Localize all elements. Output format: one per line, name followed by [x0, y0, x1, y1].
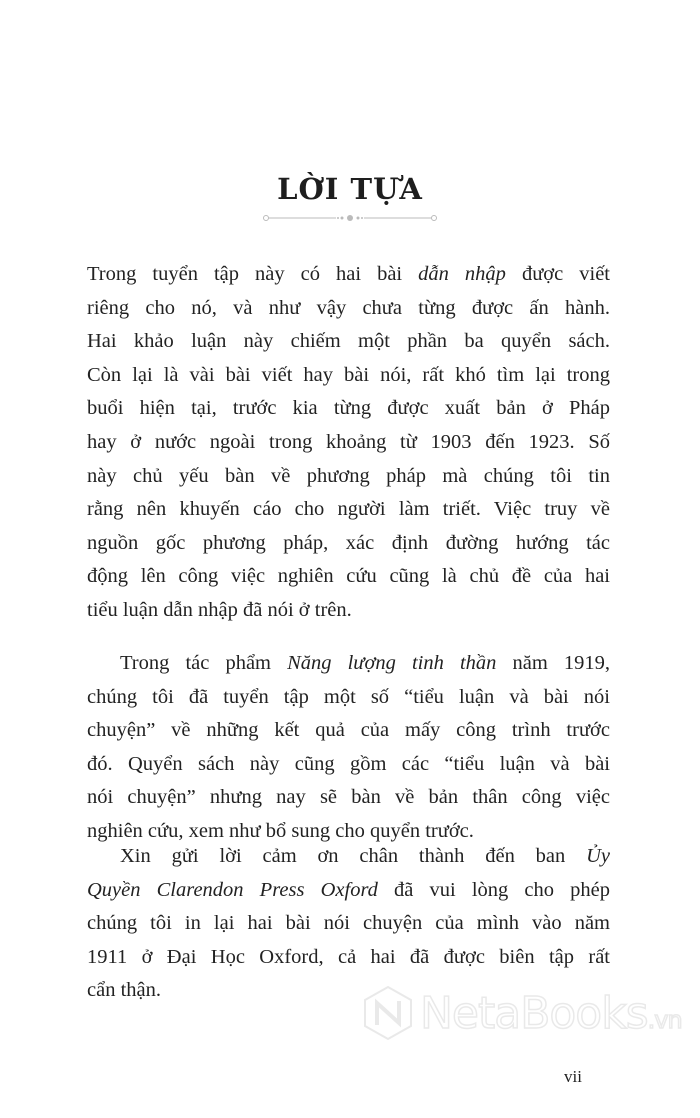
text-segment: động lên công việc nghiên cứu cũng là chủ đề của hai [87, 565, 610, 588]
text-line [87, 907, 610, 941]
title-ornament-divider [262, 213, 438, 223]
text-line [87, 874, 610, 908]
text-segment: Trong tuyển tập này có hai bài [87, 263, 419, 285]
text-segment: Xin gửi lời cảm ơn chân thành đến ban [120, 845, 587, 867]
watermark-suffix: .vn [647, 1006, 682, 1034]
text-segment: nói chuyện” nhưng nay sẽ bàn về bản thân công việc [87, 786, 610, 809]
text-segment: chúng tôi đã tuyển tập một số “tiểu luận và bài nói [87, 685, 610, 708]
text-line [87, 681, 610, 715]
text-line [87, 359, 610, 393]
text-line [87, 292, 610, 326]
text-line [87, 426, 610, 460]
text-segment: buổi hiện tại, trước kia từng được xuất bản ở Pháp [87, 397, 610, 420]
page-title: LỜI TỰA [277, 172, 423, 206]
text-segment: riêng cho nó, và như vậy chưa từng được ấn hành. [87, 296, 610, 319]
text-line [87, 527, 610, 561]
italic-text: Quyền Clarendon Press Oxford [87, 878, 378, 901]
text-line [87, 840, 610, 874]
text-line [87, 560, 610, 594]
text-line [87, 941, 610, 975]
text-segment: Còn lại là vài bài viết hay bài nói, rất khó tìm lại trong [87, 363, 610, 386]
text-segment: nghiên cứu, xem như bổ sung cho quyển trước. [87, 819, 474, 842]
text-line [87, 594, 610, 628]
text-segment: nguồn gốc phương pháp, xác định đường hướng tác [87, 531, 610, 554]
watermark-brand: NetaBooks [420, 988, 648, 1039]
text-segment: hay ở nước ngoài trong khoảng từ 1903 đến 1923. Số [87, 430, 610, 453]
text-line [87, 392, 610, 426]
text-line [87, 647, 610, 681]
text-segment: Trong tác phẩm [120, 652, 288, 674]
paragraph-1 [87, 258, 610, 628]
netabooks-watermark [362, 985, 692, 1045]
italic-text: Năng lượng tinh thần [287, 652, 497, 674]
text-segment: cẩn thận. [87, 979, 161, 1002]
text-segment: này chủ yếu bàn về phương pháp mà chúng tôi tin [87, 464, 610, 487]
text-segment: được viết [505, 263, 610, 285]
text-segment: chúng tôi in lại hai bài nói chuyện của mình vào năm [87, 912, 610, 935]
text-line [87, 781, 610, 815]
text-line [87, 258, 610, 292]
text-segment: tiểu luận dẫn nhập đã nói ở trên. [87, 598, 352, 621]
paragraph-3 [87, 840, 610, 1008]
text-line [87, 714, 610, 748]
paragraph-2 [87, 647, 610, 849]
text-segment: năm 1919, [496, 652, 611, 674]
text-segment: chuyện” về những kết quả của mấy công trình trước [87, 719, 610, 742]
text-line [87, 748, 610, 782]
text-segment: 1911 ở Đại Học Oxford, cả hai đã được biên tập rất [87, 945, 610, 968]
netabooks-logo-icon [362, 985, 414, 1041]
text-segment: Hai khảo luận này chiếm một phần ba quyển sách. [87, 330, 610, 353]
italic-text: Ủy [586, 845, 610, 867]
text-line [87, 493, 610, 527]
text-line [87, 325, 610, 359]
text-segment: đó. Quyển sách này cũng gồm các “tiểu luận và bài [87, 752, 610, 775]
italic-text: dẫn nhập [418, 263, 506, 285]
page-number: vii [564, 1067, 582, 1086]
text-line [87, 460, 610, 494]
text-segment: đã vui lòng cho phép [377, 878, 610, 901]
watermark-text [420, 989, 682, 1045]
text-segment: rằng nên khuyến cáo cho người làm triết. Việc truy về [87, 498, 610, 521]
